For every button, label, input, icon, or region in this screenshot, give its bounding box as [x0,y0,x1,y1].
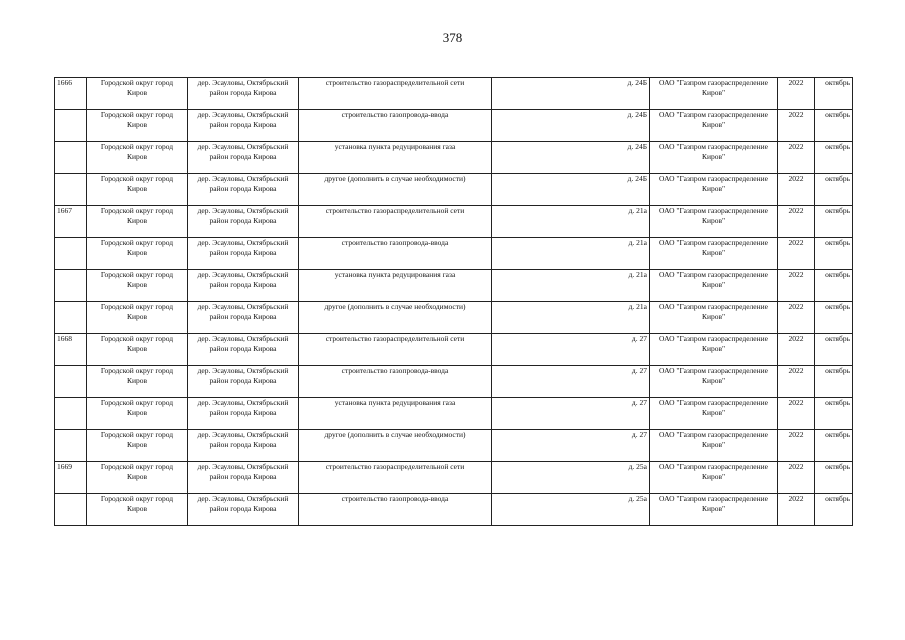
work-type-cell [299,270,492,302]
house-cell-text: д. 27 [631,398,647,407]
locality-cell-text: район города Кирова [209,472,277,481]
table-row [55,398,853,430]
month-cell-text: октябрь [825,110,850,119]
locality-cell-text: район города Кирова [209,408,277,417]
house-cell [492,174,650,206]
year-cell [778,270,815,302]
table-row [55,206,853,238]
month-cell [815,238,853,270]
organization-cell-text: Киров" [701,152,726,161]
locality-cell-text: район города Кирова [209,120,277,129]
municipality-cell-text: Городской округ город [100,494,174,503]
work-type-cell [299,494,492,526]
municipality-cell-text: Городской округ город [100,462,174,471]
month-cell-text: октябрь [825,462,850,471]
work-type-cell-text: строительство газопровода-ввода [341,110,449,119]
locality-cell-text: дер. Эсауловы, Октябрьский [197,174,289,183]
municipality-cell [87,174,188,206]
month-cell [815,302,853,334]
work-type-cell-text: другое (дополнить в случае необходимости) [324,302,466,311]
locality-cell-text: дер. Эсауловы, Октябрьский [197,430,289,439]
municipality-cell-text: Киров [126,408,148,417]
locality-cell [188,494,299,526]
house-cell [492,78,650,110]
locality-cell [188,78,299,110]
table-row [55,366,853,398]
month-cell-text: октябрь [825,174,850,183]
organization-cell-text: Киров" [701,312,726,321]
organization-cell-text: ОАО "Газпром газораспределение [659,78,768,87]
municipality-cell [87,78,188,110]
year-cell-text: 2022 [788,142,804,151]
year-cell [778,206,815,238]
locality-cell-text: дер. Эсауловы, Октябрьский [197,78,289,87]
locality-cell-text: дер. Эсауловы, Октябрьский [197,238,289,247]
month-cell-text: октябрь [825,78,850,87]
organization-cell-text: Киров" [701,472,726,481]
organization-cell-text: ОАО "Газпром газораспределение [659,206,768,215]
municipality-cell [87,494,188,526]
table-row [55,462,853,494]
locality-cell [188,174,299,206]
house-cell-text: д. 27 [631,366,647,375]
locality-cell [188,462,299,494]
organization-cell-text: ОАО "Газпром газораспределение [659,494,768,503]
row-number-cell [55,78,87,110]
row-number-cell [55,270,87,302]
organization-cell-text: ОАО "Газпром газораспределение [659,238,768,247]
house-cell [492,334,650,366]
municipality-cell [87,206,188,238]
locality-cell [188,366,299,398]
organization-cell [650,398,778,430]
year-cell [778,366,815,398]
locality-cell [188,142,299,174]
municipality-cell-text: Киров [126,152,148,161]
house-cell-text: д. 24Б [627,78,647,87]
locality-cell-text: район города Кирова [209,152,277,161]
organization-cell-text: Киров" [701,120,726,129]
organization-cell-text: ОАО "Газпром газораспределение [659,110,768,119]
municipality-cell-text: Городской округ город [100,334,174,343]
municipality-cell-text: Городской округ город [100,110,174,119]
row-number-cell [55,238,87,270]
month-cell-text: октябрь [825,302,850,311]
work-type-cell [299,366,492,398]
municipality-cell-text: Городской округ город [100,238,174,247]
row-number-cell [55,302,87,334]
month-cell [815,398,853,430]
municipality-cell-text: Киров [126,248,148,257]
organization-cell [650,206,778,238]
year-cell-text: 2022 [788,430,804,439]
house-cell-text: д. 24Б [627,174,647,183]
locality-cell-text: район города Кирова [209,312,277,321]
table-row [55,494,853,526]
work-type-cell-text: другое (дополнить в случае необходимости) [324,430,466,439]
municipality-cell [87,462,188,494]
organization-cell [650,366,778,398]
municipality-cell [87,238,188,270]
organization-cell-text: Киров" [701,184,726,193]
organization-cell-text: Киров" [701,88,726,97]
row-number-cell [55,142,87,174]
year-cell-text: 2022 [788,398,804,407]
locality-cell-text: район города Кирова [209,216,277,225]
municipality-cell-text: Городской округ город [100,174,174,183]
month-cell [815,334,853,366]
work-type-cell [299,206,492,238]
house-cell-text: д. 21а [628,302,647,311]
locality-cell-text: дер. Эсауловы, Октябрьский [197,270,289,279]
house-cell [492,302,650,334]
house-cell-text: д. 21а [628,270,647,279]
month-cell [815,110,853,142]
organization-cell-text: Киров" [701,280,726,289]
year-cell [778,430,815,462]
house-cell-text: д. 27 [631,430,647,439]
year-cell-text: 2022 [788,238,804,247]
locality-cell-text: дер. Эсауловы, Октябрьский [197,142,289,151]
locality-cell-text: дер. Эсауловы, Октябрьский [197,110,289,119]
work-type-cell-text: другое (дополнить в случае необходимости) [324,174,466,183]
work-type-cell [299,174,492,206]
organization-cell-text: ОАО "Газпром газораспределение [659,142,768,151]
organization-cell-text: ОАО "Газпром газораспределение [659,398,768,407]
year-cell [778,238,815,270]
work-type-cell-text: строительство газопровода-ввода [341,494,449,503]
municipality-cell [87,270,188,302]
work-type-cell [299,142,492,174]
organization-cell [650,238,778,270]
locality-cell-text: район города Кирова [209,184,277,193]
locality-cell-text: дер. Эсауловы, Октябрьский [197,366,289,375]
work-type-cell-text: установка пункта редуцирования газа [334,142,456,151]
year-cell-text: 2022 [788,302,804,311]
organization-cell [650,302,778,334]
locality-cell-text: район города Кирова [209,376,277,385]
municipality-cell [87,366,188,398]
row-number-cell [55,494,87,526]
row-number-cell [55,206,87,238]
organization-cell-text: ОАО "Газпром газораспределение [659,430,768,439]
locality-cell [188,110,299,142]
locality-cell [188,206,299,238]
month-cell [815,462,853,494]
house-cell [492,238,650,270]
month-cell [815,206,853,238]
organization-cell-text: Киров" [701,376,726,385]
organization-cell [650,110,778,142]
organization-cell [650,462,778,494]
work-type-cell [299,398,492,430]
organization-cell [650,334,778,366]
month-cell-text: октябрь [825,270,850,279]
work-type-cell [299,462,492,494]
table-row [55,302,853,334]
row-number-cell-text: 1669 [57,462,72,471]
municipality-cell-text: Киров [126,504,148,513]
row-number-cell [55,366,87,398]
house-cell [492,398,650,430]
locality-cell-text: район города Кирова [209,440,277,449]
organization-cell-text: ОАО "Газпром газораспределение [659,302,768,311]
work-type-cell-text: установка пункта редуцирования газа [334,270,456,279]
year-cell [778,494,815,526]
table-row [55,270,853,302]
municipality-cell-text: Городской округ город [100,206,174,215]
month-cell [815,270,853,302]
locality-cell-text: район города Кирова [209,88,277,97]
locality-cell-text: район города Кирова [209,344,277,353]
municipality-cell-text: Киров [126,312,148,321]
year-cell [778,174,815,206]
municipality-cell [87,142,188,174]
organization-cell-text: ОАО "Газпром газораспределение [659,334,768,343]
gasification-schedule-table [54,77,853,526]
row-number-cell [55,174,87,206]
row-number-cell [55,462,87,494]
organization-cell-text: Киров" [701,216,726,225]
work-type-cell-text: строительство газораспределительной сети [325,462,465,471]
month-cell [815,494,853,526]
year-cell-text: 2022 [788,110,804,119]
municipality-cell-text: Городской округ город [100,398,174,407]
locality-cell-text: район города Кирова [209,248,277,257]
municipality-cell-text: Киров [126,120,148,129]
table-row [55,430,853,462]
month-cell-text: октябрь [825,398,850,407]
organization-cell-text: ОАО "Газпром газораспределение [659,270,768,279]
house-cell-text: д. 25а [628,494,647,503]
month-cell-text: октябрь [825,142,850,151]
locality-cell-text: дер. Эсауловы, Октябрьский [197,494,289,503]
locality-cell-text: дер. Эсауловы, Октябрьский [197,206,289,215]
house-cell-text: д. 25а [628,462,647,471]
locality-cell-text: район города Кирова [209,504,277,513]
house-cell [492,462,650,494]
municipality-cell-text: Городской округ город [100,430,174,439]
municipality-cell [87,334,188,366]
house-cell [492,142,650,174]
organization-cell [650,430,778,462]
organization-cell-text: Киров" [701,504,726,513]
work-type-cell [299,110,492,142]
month-cell [815,430,853,462]
year-cell-text: 2022 [788,270,804,279]
month-cell [815,142,853,174]
year-cell-text: 2022 [788,462,804,471]
row-number-cell [55,430,87,462]
year-cell-text: 2022 [788,174,804,183]
work-type-cell-text: строительство газораспределительной сети [325,206,465,215]
year-cell [778,462,815,494]
house-cell-text: д. 21а [628,206,647,215]
locality-cell-text: дер. Эсауловы, Октябрьский [197,462,289,471]
month-cell-text: октябрь [825,430,850,439]
work-type-cell [299,302,492,334]
municipality-cell-text: Киров [126,88,148,97]
locality-cell [188,302,299,334]
organization-cell-text: Киров" [701,248,726,257]
page-number: 378 [442,30,463,45]
house-cell-text: д. 21а [628,238,647,247]
year-cell-text: 2022 [788,334,804,343]
organization-cell [650,142,778,174]
month-cell-text: октябрь [825,238,850,247]
year-cell [778,302,815,334]
organization-cell-text: Киров" [701,408,726,417]
row-number-cell-text: 1666 [57,78,72,87]
locality-cell [188,430,299,462]
organization-cell-text: Киров" [701,440,726,449]
organization-cell [650,174,778,206]
month-cell-text: октябрь [825,334,850,343]
municipality-cell [87,398,188,430]
row-number-cell [55,398,87,430]
organization-cell-text: ОАО "Газпром газораспределение [659,366,768,375]
year-cell [778,110,815,142]
work-type-cell [299,430,492,462]
locality-cell-text: дер. Эсауловы, Октябрьский [197,398,289,407]
municipality-cell-text: Киров [126,216,148,225]
year-cell [778,334,815,366]
organization-cell [650,78,778,110]
work-type-cell [299,238,492,270]
table-row [55,174,853,206]
organization-cell [650,270,778,302]
locality-cell [188,270,299,302]
house-cell [492,206,650,238]
organization-cell-text: ОАО "Газпром газораспределение [659,174,768,183]
month-cell-text: октябрь [825,494,850,503]
table-row [55,334,853,366]
locality-cell-text: дер. Эсауловы, Октябрьский [197,302,289,311]
year-cell [778,78,815,110]
house-cell [492,270,650,302]
year-cell [778,398,815,430]
year-cell-text: 2022 [788,494,804,503]
house-cell-text: д. 24Б [627,110,647,119]
municipality-cell-text: Городской округ город [100,302,174,311]
year-cell [778,142,815,174]
year-cell-text: 2022 [788,78,804,87]
year-cell-text: 2022 [788,206,804,215]
month-cell [815,78,853,110]
municipality-cell-text: Городской округ город [100,142,174,151]
house-cell-text: д. 27 [631,334,647,343]
month-cell [815,366,853,398]
month-cell-text: октябрь [825,206,850,215]
table-row [55,110,853,142]
locality-cell-text: дер. Эсауловы, Октябрьский [197,334,289,343]
work-type-cell-text: строительство газораспределительной сети [325,78,465,87]
house-cell [492,366,650,398]
municipality-cell-text: Киров [126,472,148,481]
house-cell [492,110,650,142]
organization-cell-text: ОАО "Газпром газораспределение [659,462,768,471]
work-type-cell-text: строительство газопровода-ввода [341,366,449,375]
municipality-cell-text: Киров [126,440,148,449]
table-row [55,142,853,174]
year-cell-text: 2022 [788,366,804,375]
locality-cell [188,238,299,270]
row-number-cell-text: 1668 [57,334,72,343]
organization-cell [650,494,778,526]
locality-cell [188,334,299,366]
month-cell [815,174,853,206]
municipality-cell-text: Городской округ город [100,78,174,87]
locality-cell-text: район города Кирова [209,280,277,289]
work-type-cell [299,78,492,110]
work-type-cell [299,334,492,366]
house-cell-text: д. 24Б [627,142,647,151]
table-body [55,78,853,526]
municipality-cell-text: Городской округ город [100,366,174,375]
house-cell [492,430,650,462]
table-row [55,238,853,270]
municipality-cell [87,302,188,334]
row-number-cell [55,110,87,142]
row-number-cell [55,334,87,366]
municipality-cell [87,430,188,462]
work-type-cell-text: строительство газораспределительной сети [325,334,465,343]
row-number-cell-text: 1667 [57,206,72,215]
municipality-cell [87,110,188,142]
municipality-cell-text: Киров [126,184,148,193]
table-row [55,78,853,110]
municipality-cell-text: Городской округ город [100,270,174,279]
municipality-cell-text: Киров [126,344,148,353]
house-cell [492,494,650,526]
organization-cell-text: Киров" [701,344,726,353]
work-type-cell-text: установка пункта редуцирования газа [334,398,456,407]
municipality-cell-text: Киров [126,376,148,385]
work-type-cell-text: строительство газопровода-ввода [341,238,449,247]
locality-cell [188,398,299,430]
month-cell-text: октябрь [825,366,850,375]
municipality-cell-text: Киров [126,280,148,289]
